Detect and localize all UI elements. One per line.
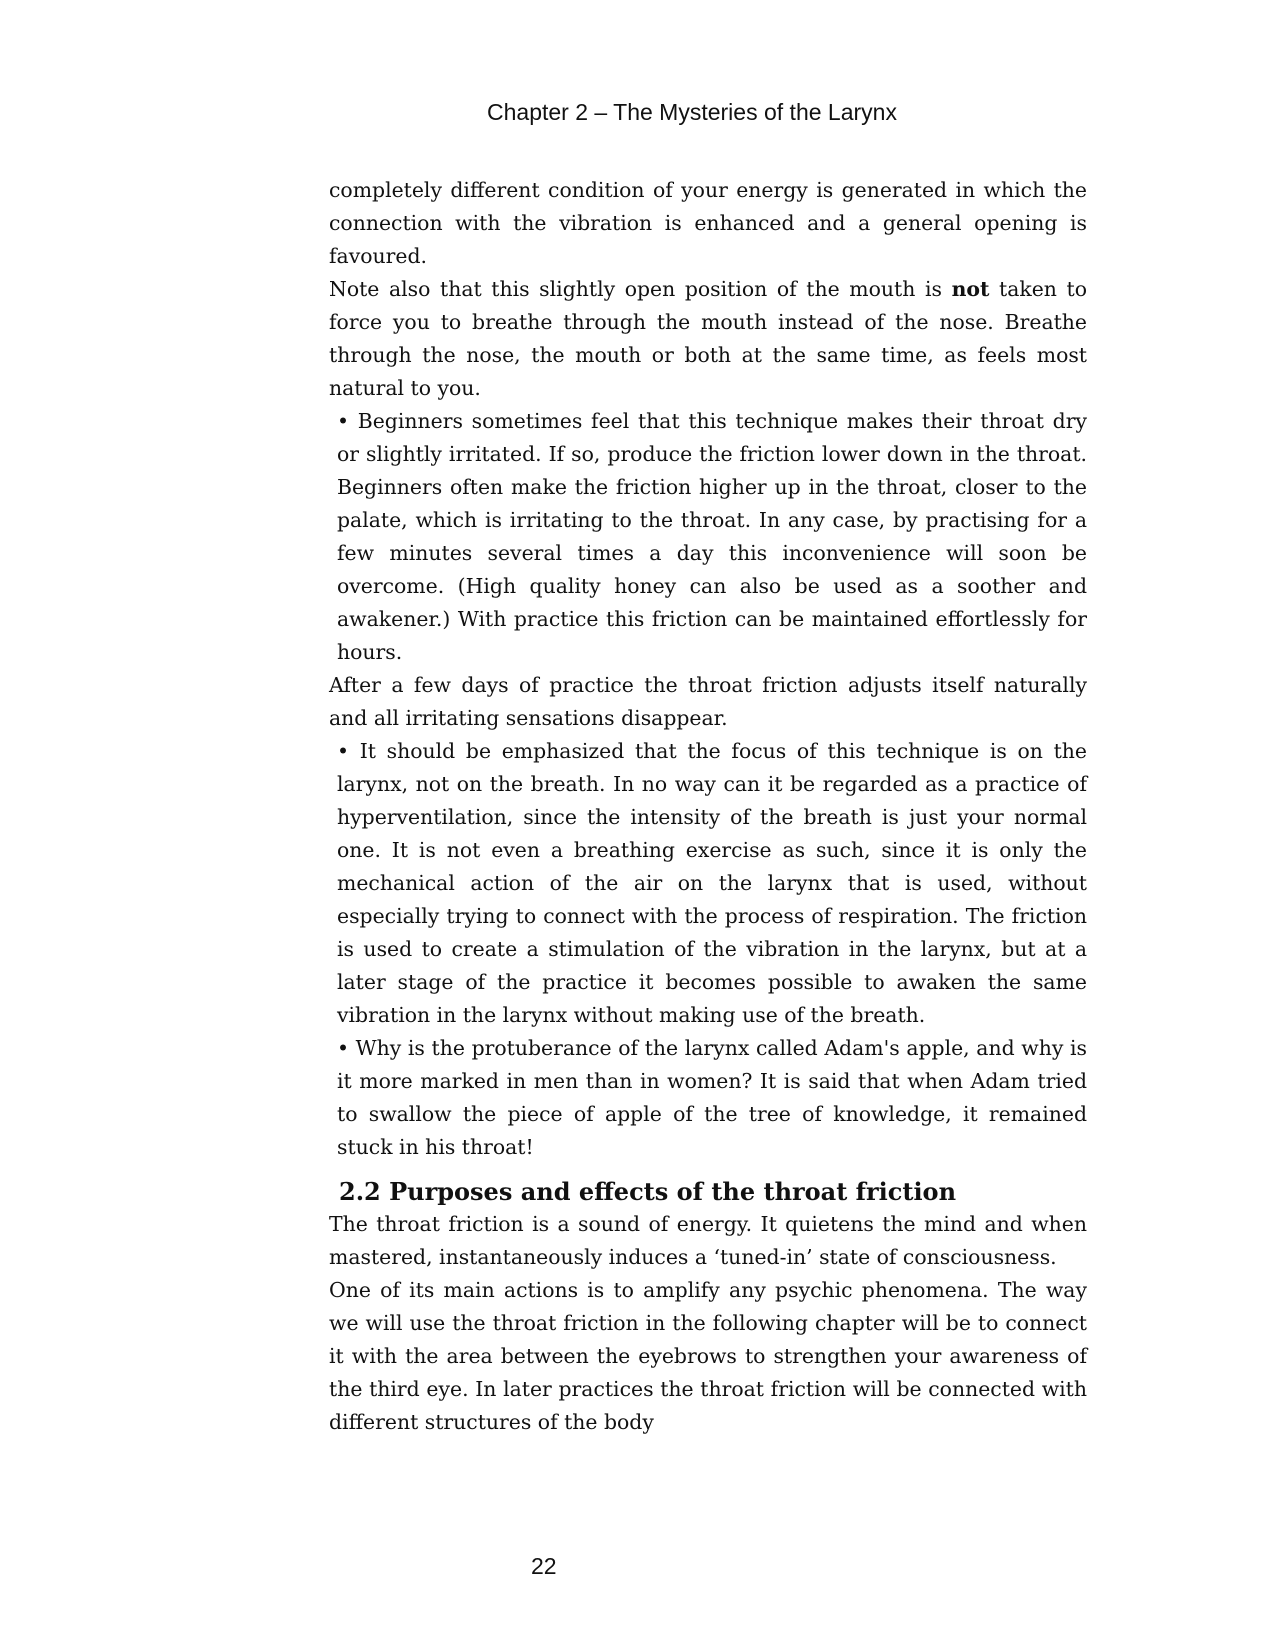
bullet-paragraph: • It should be emphasized that the focus of this technique is on the larynx, not on the breath. In no way can it be regarded as a practice of hyperventilation, since the intensity of the breath is just your normal one. It is not even a breathing exercise as such, since it is only the mechanical action of the air on the larynx that is used, without especially trying to connect with the process of respiration. The friction is used to create a stimulation of the vibration in the larynx, but at a later stage of the practice it becomes possible to awaken the same vibration in the larynx without making use of the breath.	[337, 739, 1087, 1027]
paragraph	[329, 273, 1087, 405]
bullet-paragraph: • Why is the protuberance of the larynx called Adam's apple, and why is it more marked in men than in women? It is said that when Adam tried to swallow the piece of apple of the tree of knowledge, it remained stuck in his throat!	[337, 1036, 1087, 1159]
paragraph: After a few days of practice the throat friction adjusts itself naturally and all irritating sensations disappear.	[329, 673, 1087, 730]
section-heading: 2.2 Purposes and effects of the throat friction	[339, 1177, 957, 1206]
paragraph: completely different condition of your energy is generated in which the connection with the vibration is enhanced and a general opening is favoured.	[329, 178, 1087, 268]
page-number: 22	[531, 1553, 557, 1579]
paragraph-text: Note also that this slightly open position of the mouth is	[329, 277, 952, 301]
page-body	[329, 174, 1087, 1439]
bullet-paragraph: • Beginners sometimes feel that this technique makes their throat dry or slightly irritated. If so, produce the friction lower down in the throat. Beginners often make the friction higher up in the throat, closer to the palate, which is irritating to the throat. In any case, by practising for a few minutes several times a day this inconvenience will soon be overcome. (High quality honey can also be used as a soother and awakener.) With practice this friction can be maintained effortlessly for hours.	[337, 409, 1087, 664]
emphasis-bold: not	[951, 277, 990, 301]
paragraph: One of its main actions is to amplify any psychic phenomena. The way we will use the throat friction in the following chapter will be to connect it with the area between the eyebrows to strengthen your awareness of the third eye. In later practices the throat friction will be connected with different structures of the body	[329, 1278, 1087, 1434]
running-head: Chapter 2 – The Mysteries of the Larynx	[487, 99, 897, 125]
paragraph: The throat friction is a sound of energy. It quietens the mind and when mastered, instantaneously induces a ‘tuned-in’ state of consciousness.	[329, 1212, 1087, 1269]
paragraph-text: taken to force you to breathe through the mouth instead of the nose. Breathe through the nose, the mouth or both at the same time, as feels most natural to you.	[329, 277, 1087, 400]
